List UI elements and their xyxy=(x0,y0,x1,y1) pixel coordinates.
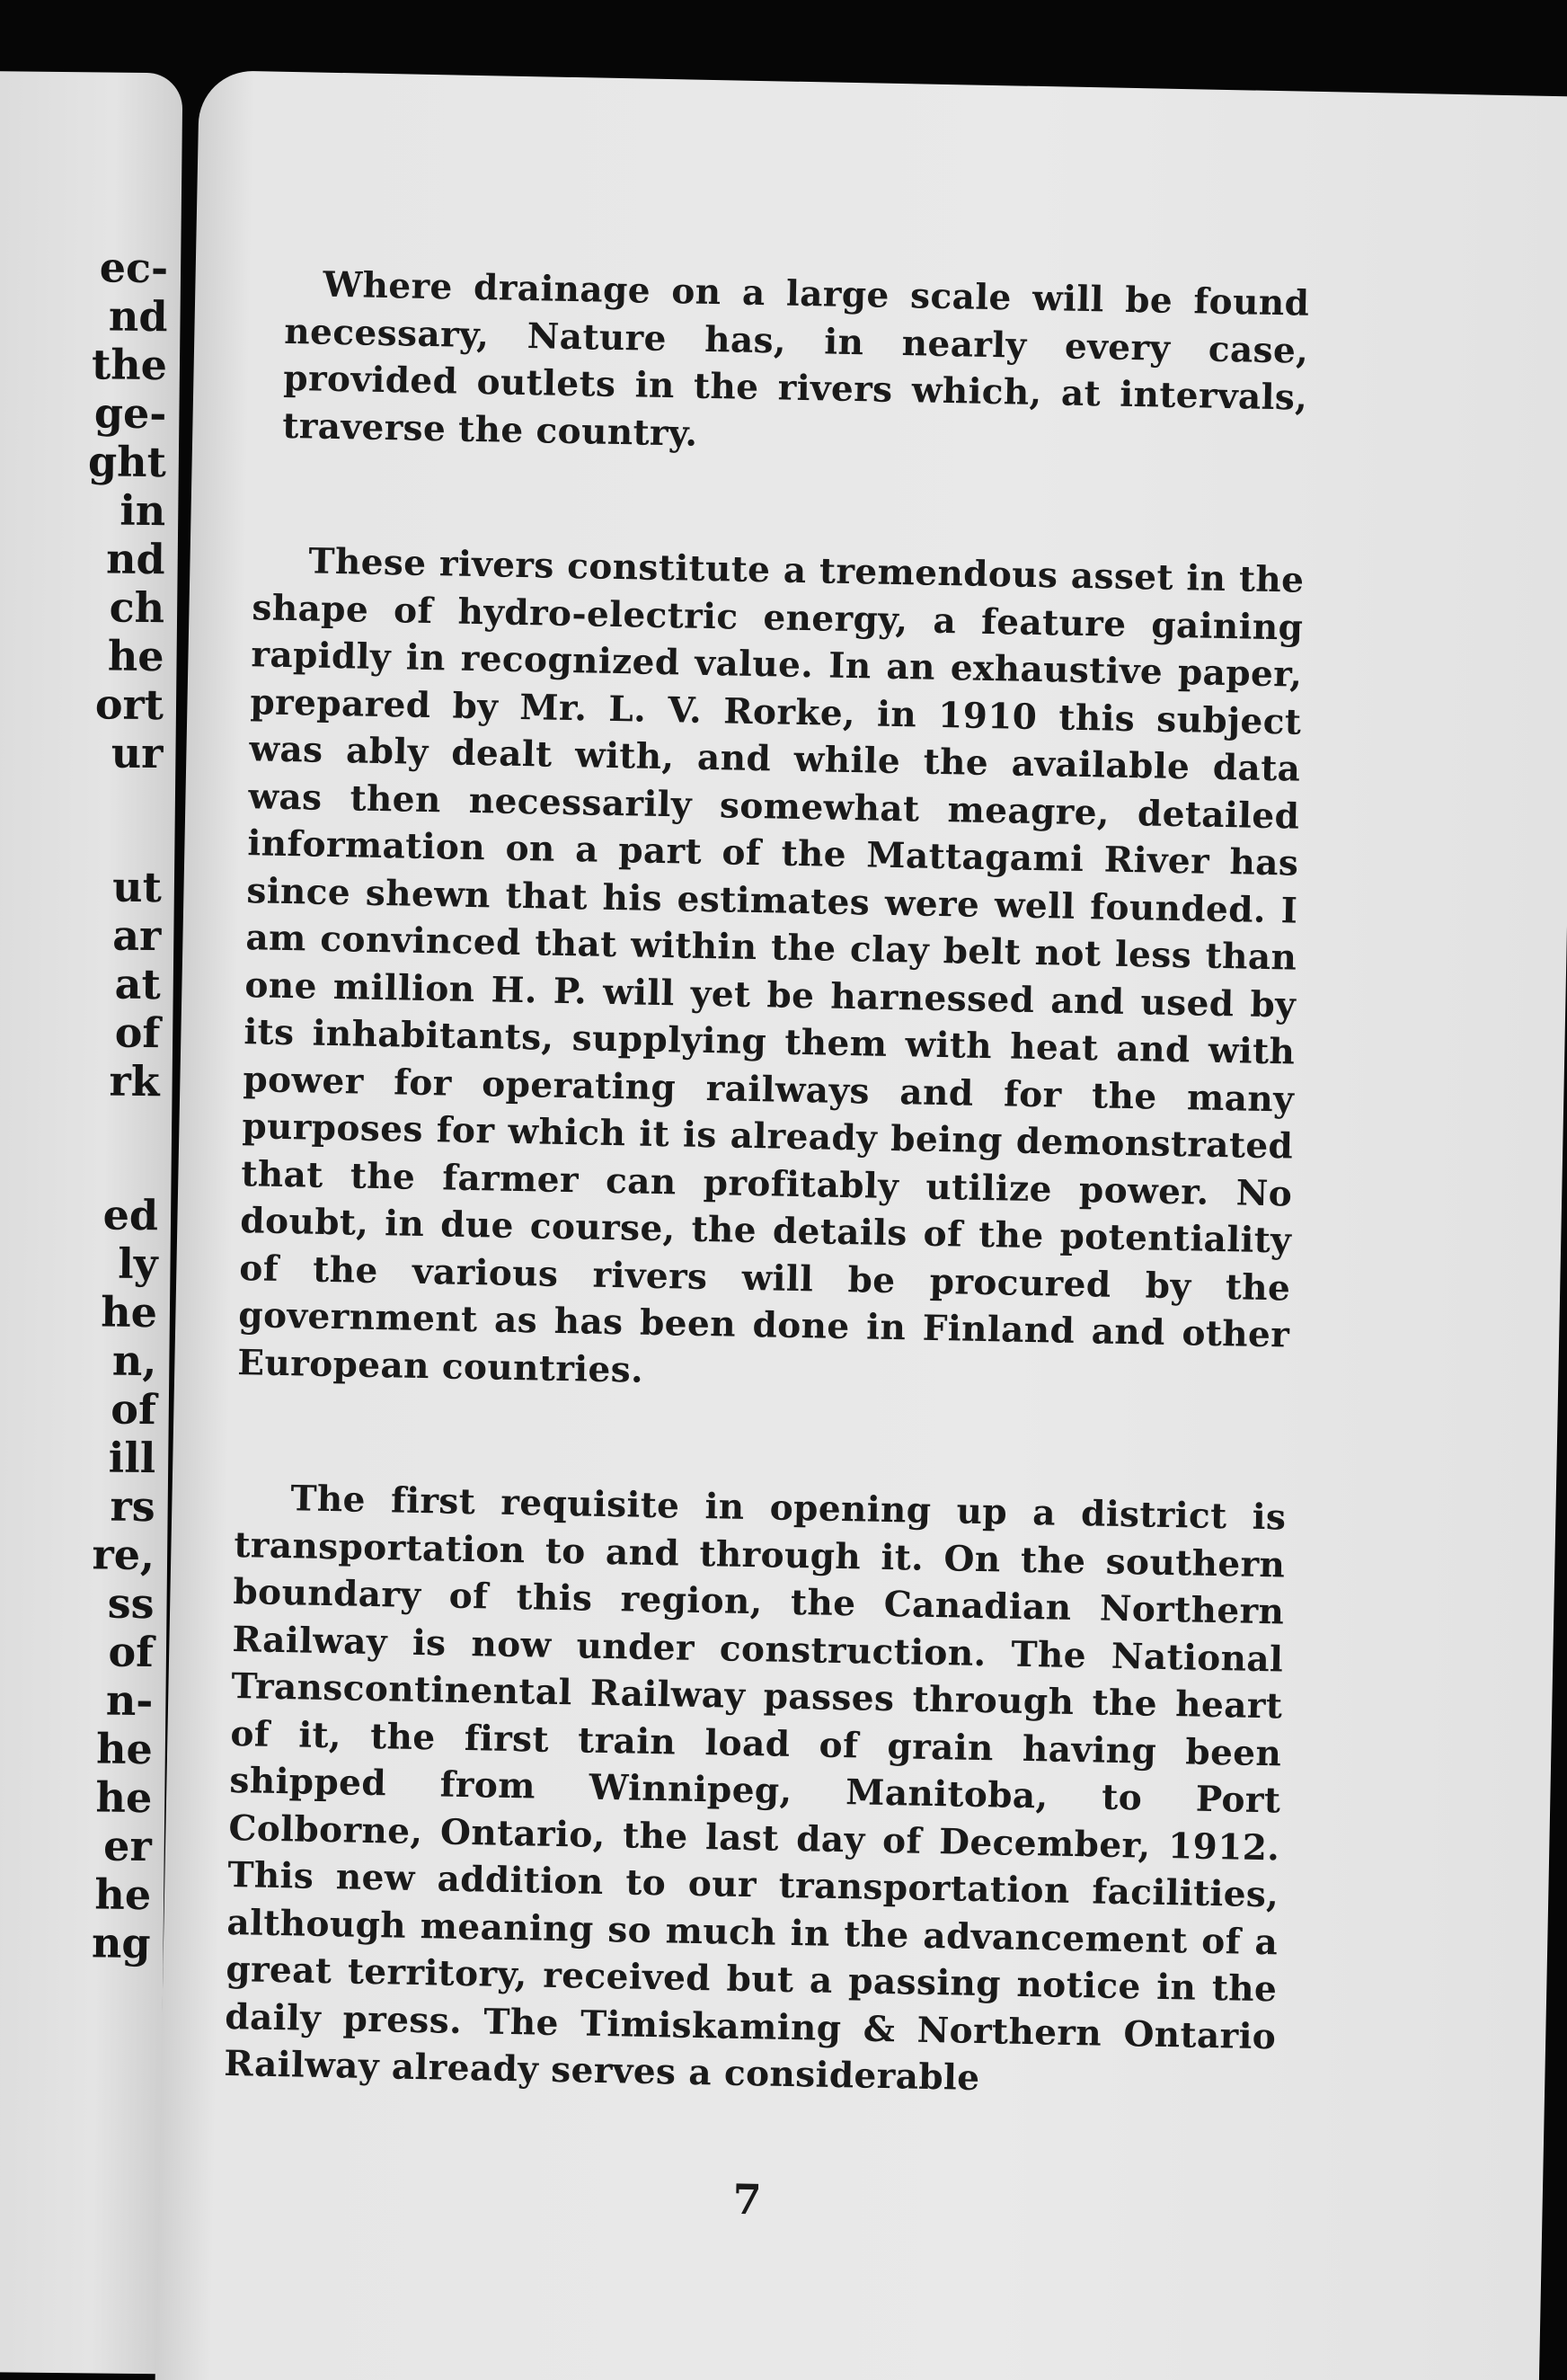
left-fragment: ar xyxy=(112,910,162,961)
left-fragment: ur xyxy=(111,728,164,778)
left-fragment: he xyxy=(107,631,164,681)
left-fragment: ec- xyxy=(99,243,169,293)
left-fragment: nd xyxy=(108,291,168,342)
left-fragment: ort xyxy=(94,679,164,730)
left-fragment: in xyxy=(120,485,166,536)
left-page-edge xyxy=(0,71,182,2374)
paragraph-rivers: These rivers constitute a tremendous asset in the shape of hydro-electric energy, a feature gaining rapidly in recognized value. In an exhaustive paper, prepared by Mr. L. V. Rorke, in 1910 this subject was ably dealt with, and while the available data was then necessarily somewhat meagre, detailed information on a part of the Mattagami River has since shewn that his estimates were well founded. I am convinced that within the clay belt not less than one million H. P. will yet be harnessed and used by its inhabitants, supplying them with heat and with power for operating railways and for the many purposes for which it is already being demonstrated that the farmer can profitably utilize power. No doubt, in due course, the details of the potentiality of the various rivers will be procured by the government as has been done in Finland and other European countries. xyxy=(236,540,1305,1391)
left-fragment: ng xyxy=(91,1918,151,1968)
left-fragment: of xyxy=(114,1008,161,1058)
left-fragment: er xyxy=(102,1821,153,1871)
left-fragment: at xyxy=(114,959,162,1009)
left-page-text-fragments xyxy=(72,243,168,1967)
left-fragment: n, xyxy=(111,1336,157,1386)
paragraph-drainage: Where drainage on a large scale will be found necessary, Nature has, in nearly every case, provided outlets in the rivers which, at intervals, traverse the country. xyxy=(281,263,1310,455)
document-page xyxy=(155,70,1567,2380)
left-fragment: n- xyxy=(105,1675,154,1726)
left-fragment: re, xyxy=(92,1530,155,1580)
left-fragment: rs xyxy=(110,1481,155,1532)
body-text xyxy=(222,260,1310,2196)
left-fragment: he xyxy=(94,1869,152,1920)
left-fragment: rk xyxy=(109,1056,160,1106)
left-fragment: the xyxy=(91,340,168,390)
left-fragment: of xyxy=(108,1627,155,1677)
left-fragment: ed xyxy=(102,1190,159,1240)
left-fragment: he xyxy=(100,1287,158,1337)
left-fragment: ght xyxy=(87,437,167,487)
left-fragment-gap xyxy=(81,1105,160,1191)
left-fragment: he xyxy=(95,1772,153,1823)
left-fragment: ut xyxy=(111,862,163,912)
left-fragment: ge- xyxy=(93,388,167,439)
left-fragment: ly xyxy=(118,1239,158,1289)
left-fragment: nd xyxy=(105,534,166,584)
paragraph-transportation: The first requisite in opening up a district is transportation to and through it. On the southern boundary of this region, the Canadian Northern Railway is now under construction. The National Transcontinental Railway passes through the heart of it, the first train load of grain having been shipped from Winnipeg, Manitoba, to Port Colborne, Ontario, the last day of December, 1912. This new addition to our transportation facilities, although meaning so much in the advancement of a great territory, received but a passing notice in the daily press. The Timiskaming & Northern Ontario Railway already serves a considerable xyxy=(223,1478,1287,2100)
left-fragment: he xyxy=(95,1724,154,1774)
left-fragment: ch xyxy=(109,582,165,633)
left-fragment: ss xyxy=(107,1578,155,1629)
left-fragment: ill xyxy=(108,1433,156,1483)
left-fragment-gap xyxy=(84,777,163,863)
left-fragment: of xyxy=(111,1384,157,1434)
page-number: 7 xyxy=(732,2174,763,2225)
